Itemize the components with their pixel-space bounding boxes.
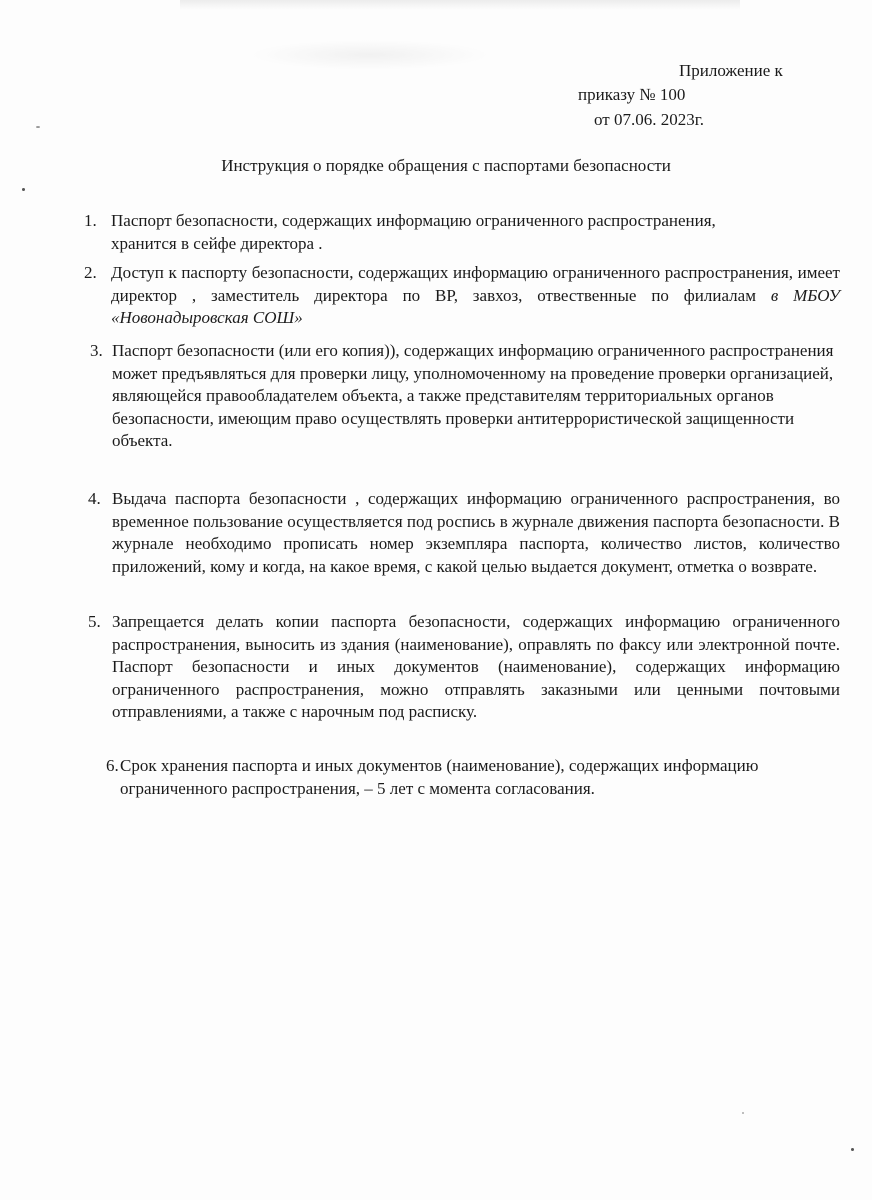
scan-speck bbox=[36, 126, 40, 128]
list-item bbox=[84, 262, 840, 330]
list-item-number: 1. bbox=[84, 211, 97, 230]
list-item-number: 3. bbox=[90, 341, 103, 360]
list-item-text-wrapper bbox=[84, 262, 840, 330]
appendix-line-3: от 07.06. 2023г. bbox=[594, 110, 705, 129]
list-item bbox=[84, 210, 724, 255]
list-item-text: Паспорт безопасности, содержащих информацию ограниченного распространения, хранится в сейфе директора . bbox=[111, 211, 716, 253]
scan-artifact bbox=[250, 40, 490, 70]
list-item bbox=[106, 755, 810, 800]
scan-speck bbox=[851, 1148, 854, 1151]
list-item bbox=[88, 611, 840, 724]
scan-artifact bbox=[180, 0, 740, 10]
scan-speck bbox=[22, 188, 25, 191]
list-item-number: 6. bbox=[106, 756, 119, 775]
list-item-text: Запрещается делать копии паспорта безопасности, содержащих информацию ограниченного распространения, выносить из здания (наименование), оправлять по факсу или электронной почте. Паспорт безопасности и иных документов (наименование), содержащих информацию ограниченного распространения, можно отправлять заказными или ценными почтовыми отправлениями, а также с нарочным под расписку. bbox=[112, 612, 840, 721]
list-item-text: Доступ к паспорту безопасности, содержащих информацию ограниченного распространения, имеет директор , заместитель директора по ВР, завхоз, отвественные по филиалам bbox=[111, 263, 840, 305]
document-title: Инструкция о порядке обращения с паспортами безопасности bbox=[221, 156, 671, 175]
list-item-text: Срок хранения паспорта и иных документов (наименование), содержащих информацию ограниченного распространения, – 5 лет с момента согласования. bbox=[120, 756, 759, 798]
list-item-number: 5. bbox=[88, 612, 101, 631]
list-item-text: Паспорт безопасности (или его копия)), содержащих информацию ограниченного распространения может предъявляться для проверки лицу, уполномоченному на проведение проверки организацией, являющейся правообладателем объекта, а также представителям территориальных органов безопасности, имеющим право осуществлять проверки антитеррористической защищенности объекта. bbox=[112, 341, 834, 450]
list-item-number: 4. bbox=[88, 489, 101, 508]
appendix-line-2: приказу № 100 bbox=[578, 85, 686, 104]
list-item bbox=[90, 340, 840, 453]
scan-speck bbox=[742, 1112, 744, 1114]
list-item-text: Выдача паспорта безопасности , содержащих информацию ограниченного распространения, во временное пользование осуществляется под роспись в журнале движения паспорта безопасности. В журнале необходимо прописать номер экземпляра паспорта, количество листов, количество приложений, кому и когда, на какое время, с какой целью выдается документ, отметка о возврате. bbox=[112, 489, 840, 576]
appendix-line-1: Приложение к bbox=[679, 61, 783, 80]
list-item bbox=[88, 488, 840, 578]
school-name: в МБОУ «Новонадыровская СОШ» bbox=[111, 285, 840, 327]
list-item-number: 2. bbox=[84, 263, 97, 282]
